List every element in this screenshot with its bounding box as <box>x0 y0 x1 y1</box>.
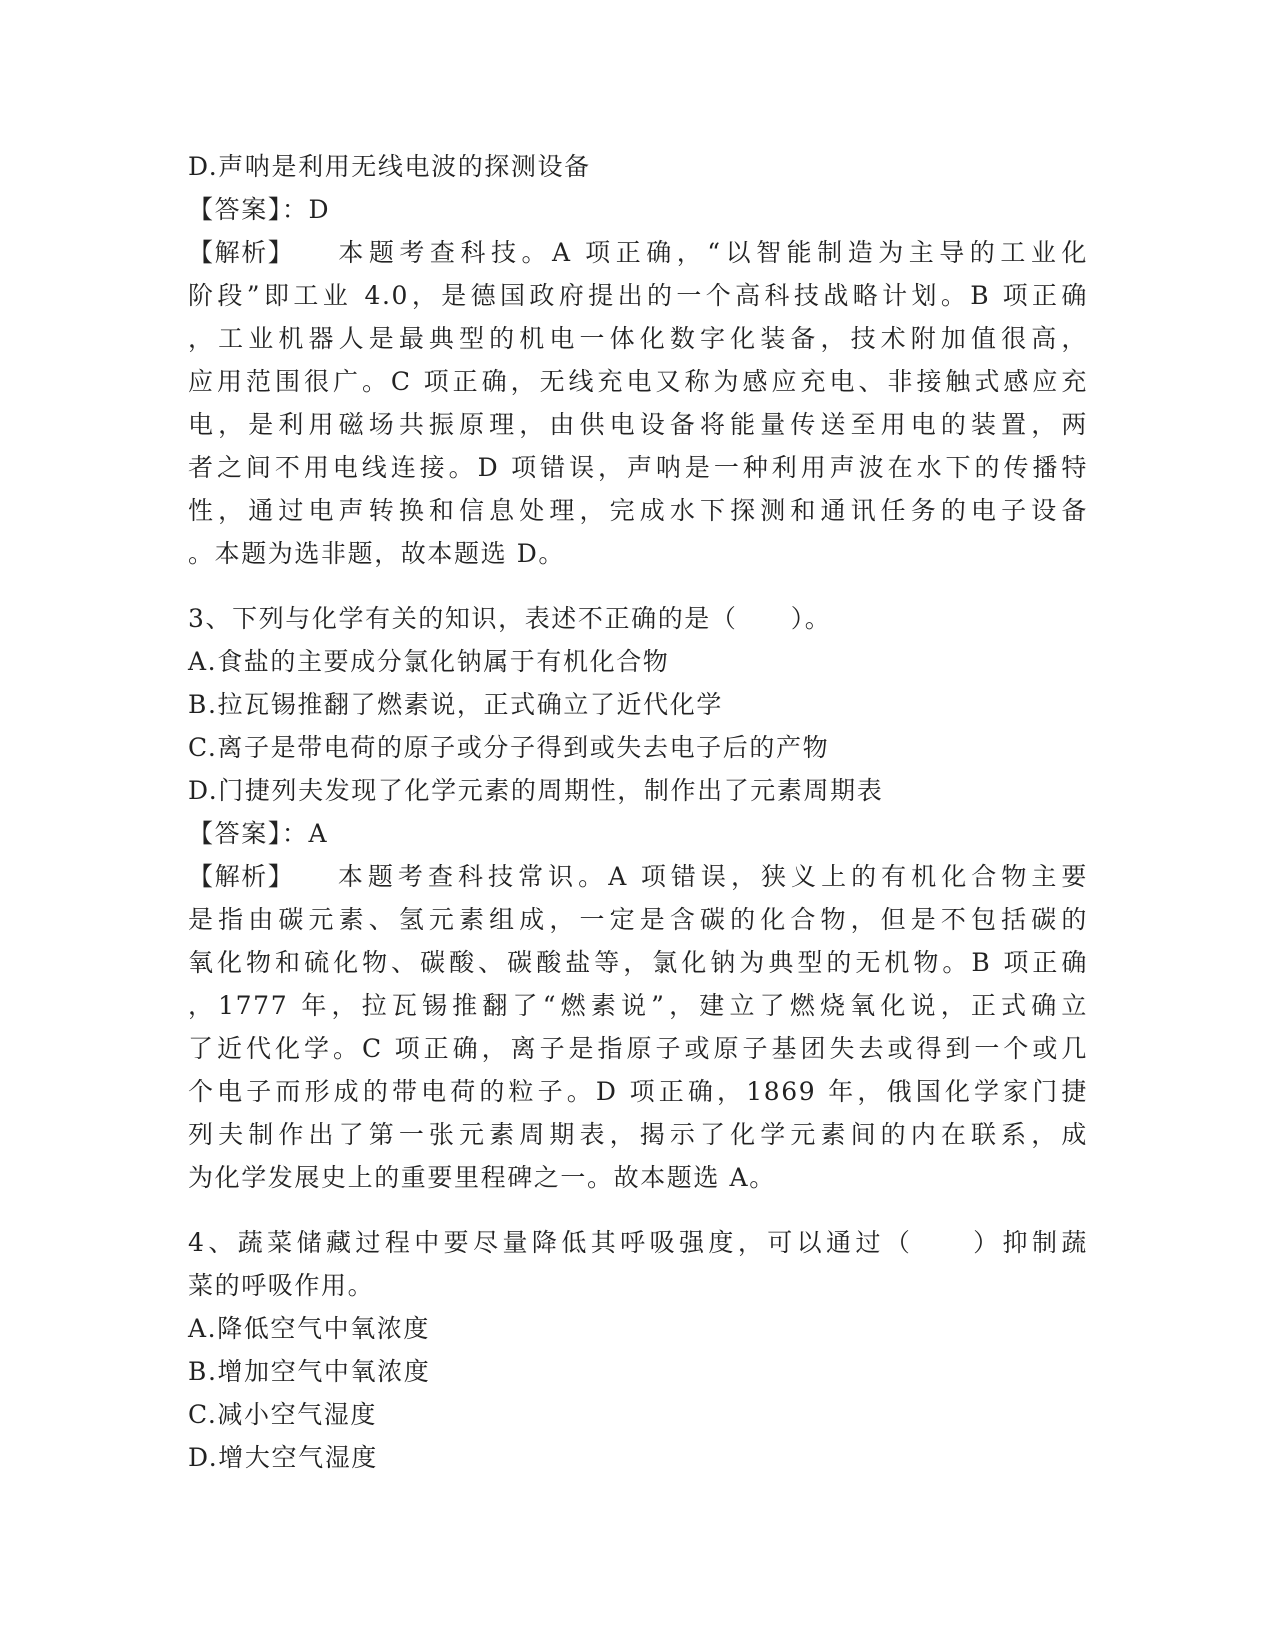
q2-analysis-label: 【解析】 <box>188 238 295 267</box>
q2-analysis-line: 者之间不用电线连接。D 项错误，声呐是一种利用声波在水下的传播特 <box>188 453 1088 482</box>
q2-option-d: D.声呐是利用无线电波的探测设备 <box>188 152 591 181</box>
q2-answer: 【答案】：D <box>188 195 331 224</box>
q4-question-line: 菜的呼吸作用。 <box>188 1271 375 1300</box>
q3-analysis-line: 是指由碳元素、氢元素组成，一定是含碳的化合物，但是不包括碳的 <box>188 905 1088 934</box>
q3-option-c: C.离子是带电荷的原子或分子得到或失去电子后的产物 <box>188 733 830 762</box>
q2-analysis-line: 。本题为选非题，故本题选 D。 <box>188 539 565 568</box>
q2-analysis-line <box>188 231 1088 274</box>
q2-analysis-text: 本题考查科技。A 项正确，“以智能制造为主导的工业化 <box>334 238 1088 267</box>
q4-option-c: C.减小空气湿度 <box>188 1400 377 1429</box>
q4-option-a: A.降低空气中氧浓度 <box>188 1314 431 1343</box>
q2-analysis-line: 性，通过电声转换和信息处理，完成水下探测和通讯任务的电子设备 <box>188 496 1088 525</box>
q3-answer: 【答案】：A <box>188 819 329 848</box>
q3-analysis-line: 列夫制作出了第一张元素周期表，揭示了化学元素间的内在联系，成 <box>188 1120 1088 1149</box>
q2-analysis-line: 阶段”即工业 4.0，是德国政府提出的一个高科技战略计划。B 项正确 <box>188 281 1088 310</box>
q2-analysis-line: 电，是利用磁场共振原理，由供电设备将能量传送至用电的装置，两 <box>188 410 1088 439</box>
document-page <box>188 145 1088 1479</box>
q3-option-a: A.食盐的主要成分氯化钠属于有机化合物 <box>188 647 670 676</box>
q3-analysis-line: ，1777 年，拉瓦锡推翻了“燃素说”，建立了燃烧氧化说，正式确立 <box>188 991 1088 1020</box>
q2-analysis-line: 应用范围很广。C 项正确，无线充电又称为感应充电、非接触式感应充 <box>188 367 1088 396</box>
q3-analysis-line: 为化学发展史上的重要里程碑之一。故本题选 A。 <box>188 1163 776 1192</box>
q4-option-b: B.增加空气中氧浓度 <box>188 1357 431 1386</box>
q2-analysis-line: ，工业机器人是最典型的机电一体化数字化装备，技术附加值很高， <box>188 324 1088 353</box>
q3-option-b: B.拉瓦锡推翻了燃素说，正式确立了近代化学 <box>188 690 723 719</box>
q3-analysis-line <box>188 855 1088 898</box>
q3-analysis-line: 了近代化学。C 项正确，离子是指原子或原子基团失去或得到一个或几 <box>188 1034 1088 1063</box>
q3-analysis-label: 【解析】 <box>188 862 295 891</box>
q3-option-d: D.门捷列夫发现了化学元素的周期性，制作出了元素周期表 <box>188 776 884 805</box>
q3-question: 3、下列与化学有关的知识，表述不正确的是（ ）。 <box>188 604 832 633</box>
q3-analysis-text: 本题考查科技常识。A 项错误，狭义上的有机化合物主要 <box>334 862 1088 891</box>
q3-analysis-line: 个电子而形成的带电荷的粒子。D 项正确，1869 年，俄国化学家门捷 <box>188 1077 1088 1106</box>
q3-analysis-line: 氧化物和硫化物、碳酸、碳酸盐等，氯化钠为典型的无机物。B 项正确 <box>188 948 1088 977</box>
q4-option-d: D.增大空气湿度 <box>188 1443 378 1472</box>
q4-question-line: 4、蔬菜储藏过程中要尽量降低其呼吸强度，可以通过（ ）抑制蔬 <box>188 1228 1088 1257</box>
